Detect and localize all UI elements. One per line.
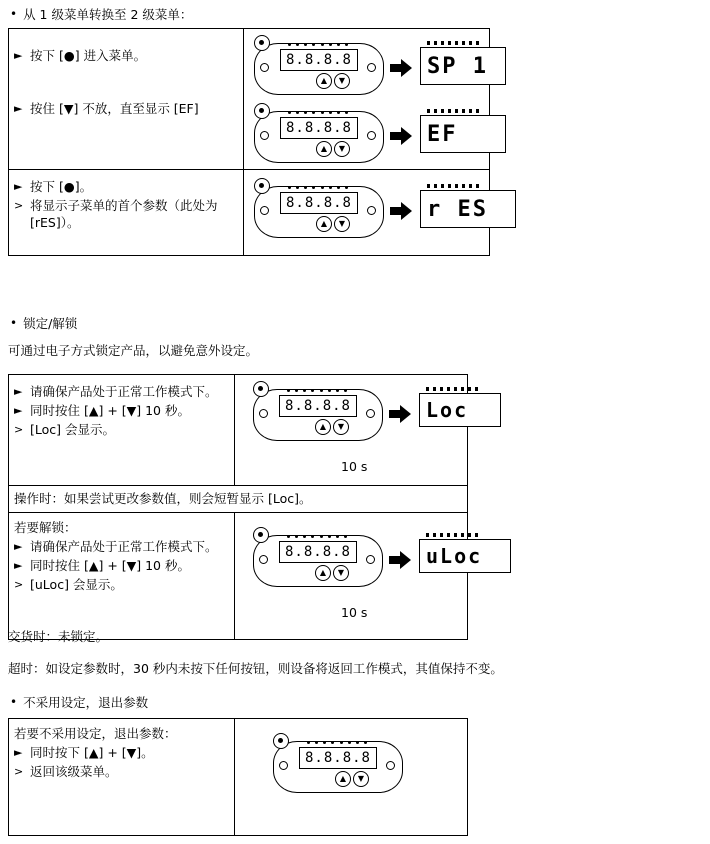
device-up-button[interactable]: ▲ xyxy=(316,216,332,232)
list-marker: > xyxy=(14,765,24,778)
section1-heading-row xyxy=(10,6,570,23)
readout-display xyxy=(420,115,506,153)
section3-heading: 不采用设定，退出参数 xyxy=(23,695,149,710)
list-item xyxy=(14,763,228,780)
lock-unlock-table xyxy=(8,374,483,640)
list-marker: ► xyxy=(14,540,23,553)
table-row xyxy=(9,375,467,486)
readout-value: uLoc xyxy=(426,544,483,568)
section1-heading: 从 1 级菜单转换至 2 级菜单： xyxy=(23,7,193,22)
readout-value: r ES xyxy=(427,196,488,222)
readout-display xyxy=(419,539,511,573)
device-indicator-dots xyxy=(287,389,347,392)
device-illustration xyxy=(253,527,381,593)
device-up-button[interactable]: ▲ xyxy=(316,141,332,157)
device-illustration xyxy=(254,103,382,169)
device-figure-res xyxy=(254,178,488,244)
section2-heading-row xyxy=(10,315,410,332)
hold-duration-label: 10 s xyxy=(341,459,368,474)
device-screw-icon xyxy=(279,761,288,770)
list-text: 同时按下 [▲] + [▼]。 xyxy=(30,745,154,760)
device-down-button[interactable]: ▼ xyxy=(334,73,350,89)
readout-display xyxy=(420,190,516,228)
bullet-icon: • xyxy=(10,695,18,709)
device-enter-button[interactable] xyxy=(273,733,289,749)
row1-instructions xyxy=(9,29,244,169)
device-display-value: 8.8.8.8 xyxy=(284,544,351,560)
list-item xyxy=(14,576,228,593)
exit-parameter-table xyxy=(8,718,468,836)
device-display-value: 8.8.8.8 xyxy=(304,750,371,766)
delivery-note: 交货时：未锁定。 xyxy=(8,629,109,644)
list-item xyxy=(14,197,237,231)
device-display xyxy=(280,49,358,71)
device-down-button[interactable]: ▼ xyxy=(334,216,350,232)
flow-arrow-icon xyxy=(390,127,412,145)
row2-figures xyxy=(244,170,489,255)
device-display xyxy=(279,395,357,417)
list-item xyxy=(14,100,237,117)
device-enter-button[interactable] xyxy=(253,381,269,397)
list-marker: ► xyxy=(14,385,23,398)
device-screw-icon xyxy=(367,63,376,72)
menu-switch-table xyxy=(8,28,490,256)
timeout-note: 超时：如设定参数时，30 秒内未按下任何按钮，则设备将返回工作模式，其值保持不变。 xyxy=(8,661,503,676)
device-down-button[interactable]: ▼ xyxy=(353,771,369,787)
device-enter-button[interactable] xyxy=(254,103,270,119)
device-display xyxy=(280,192,358,214)
device-illustration xyxy=(253,381,381,447)
device-indicator-dots xyxy=(288,111,348,114)
readout-value: Loc xyxy=(426,398,469,422)
device-screw-icon xyxy=(260,131,269,140)
device-display-value: 8.8.8.8 xyxy=(284,398,351,414)
device-up-button[interactable]: ▲ xyxy=(315,419,331,435)
device-screw-icon xyxy=(367,131,376,140)
unlock-title: 若要解锁： xyxy=(14,520,77,535)
readout-display xyxy=(419,393,501,427)
device-screw-icon xyxy=(386,761,395,770)
list-item xyxy=(14,744,228,761)
device-figure-sp1 xyxy=(254,35,488,101)
section2-heading: 锁定/解锁 xyxy=(23,316,78,331)
list-marker: ► xyxy=(14,102,23,115)
device-display-value: 8.8.8.8 xyxy=(285,195,352,211)
device-enter-button[interactable] xyxy=(254,178,270,194)
list-text: 同时按住 [▲] + [▼] 10 秒。 xyxy=(30,403,190,418)
device-indicator-dots xyxy=(288,186,348,189)
device-indicator-dots xyxy=(287,535,347,538)
flow-arrow-icon xyxy=(390,59,412,77)
operation-note: 操作时：如果尝试更改参数值，则会短暂显示 [Loc]。 xyxy=(14,491,312,506)
list-text: 将显示子菜单的首个参数（此处为 [rES]）。 xyxy=(30,198,218,230)
device-indicator-dots xyxy=(288,43,348,46)
device-screw-icon xyxy=(367,206,376,215)
list-marker: ► xyxy=(14,404,23,417)
table-row xyxy=(9,170,489,255)
device-down-button[interactable]: ▼ xyxy=(334,141,350,157)
row1-figures xyxy=(244,29,489,169)
device-figure-loc xyxy=(253,381,469,474)
row2-instructions xyxy=(9,170,244,255)
list-marker: ► xyxy=(14,559,23,572)
device-down-button[interactable]: ▼ xyxy=(333,565,349,581)
device-illustration xyxy=(254,35,382,101)
unlock-instructions xyxy=(9,513,235,639)
table-row xyxy=(9,29,489,170)
device-figure-uloc xyxy=(253,527,483,620)
bullet-icon: • xyxy=(10,316,18,330)
hold-duration-label: 10 s xyxy=(341,605,368,620)
list-text: [uLoc] 会显示。 xyxy=(30,577,123,592)
device-enter-button[interactable] xyxy=(253,527,269,543)
device-indicator-dots xyxy=(307,741,367,744)
list-item xyxy=(14,178,237,195)
list-item xyxy=(14,557,228,574)
list-marker: ► xyxy=(14,49,23,62)
device-illustration xyxy=(273,733,401,799)
device-display-value: 8.8.8.8 xyxy=(285,120,352,136)
list-marker: ► xyxy=(14,746,23,759)
device-figure-exit xyxy=(273,733,401,799)
device-figure-ef xyxy=(254,103,458,169)
bullet-icon: • xyxy=(10,7,18,21)
device-display xyxy=(279,541,357,563)
list-marker: > xyxy=(14,578,24,591)
flow-arrow-icon xyxy=(389,405,411,423)
device-screw-icon xyxy=(260,206,269,215)
list-text: 返回该级菜单。 xyxy=(30,764,118,779)
device-up-button[interactable]: ▲ xyxy=(335,771,351,787)
device-display xyxy=(299,747,377,769)
device-display xyxy=(280,117,358,139)
list-item xyxy=(14,402,228,419)
list-marker: > xyxy=(14,199,24,212)
table-row xyxy=(9,719,467,835)
device-screw-icon xyxy=(259,555,268,564)
device-screw-icon xyxy=(259,409,268,418)
readout-display xyxy=(420,47,506,85)
list-item xyxy=(14,383,228,400)
list-item xyxy=(14,47,237,64)
exit-title: 若要不采用设定，退出参数： xyxy=(14,726,177,741)
list-text: 同时按住 [▲] + [▼] 10 秒。 xyxy=(30,558,190,573)
lock-figure-cell xyxy=(235,375,467,485)
exit-instructions xyxy=(9,719,235,835)
device-up-button[interactable]: ▲ xyxy=(315,565,331,581)
device-up-button[interactable]: ▲ xyxy=(316,73,332,89)
list-text: 按下 [●] 进入菜单。 xyxy=(30,48,147,63)
unlock-figure-cell xyxy=(235,513,483,639)
list-marker: ► xyxy=(14,180,23,193)
device-display-value: 8.8.8.8 xyxy=(285,52,352,68)
table-row xyxy=(9,513,483,639)
lock-instructions xyxy=(9,375,235,485)
list-text: 按住 [▼] 不放，直至显示 [EF] xyxy=(30,101,199,116)
list-item xyxy=(14,421,228,438)
list-item xyxy=(14,538,228,555)
readout-value: EF xyxy=(427,121,458,147)
device-down-button[interactable]: ▼ xyxy=(333,419,349,435)
flow-arrow-icon xyxy=(389,551,411,569)
device-screw-icon xyxy=(366,555,375,564)
list-text: [Loc] 会显示。 xyxy=(30,422,115,437)
device-illustration xyxy=(254,178,382,244)
table-row xyxy=(9,486,467,513)
section2-intro: 可通过电子方式锁定产品，以避免意外设定。 xyxy=(8,343,259,358)
device-enter-button[interactable] xyxy=(254,35,270,51)
readout-value: SP 1 xyxy=(427,53,488,79)
exit-figure-cell xyxy=(235,719,467,835)
device-screw-icon xyxy=(366,409,375,418)
list-text: 按下 [●]。 xyxy=(30,179,93,194)
section3-heading-row xyxy=(10,694,410,711)
list-marker: > xyxy=(14,423,24,436)
device-screw-icon xyxy=(260,63,269,72)
flow-arrow-icon xyxy=(390,202,412,220)
list-text: 请确保产品处于正常工作模式下。 xyxy=(30,384,218,399)
list-text: 请确保产品处于正常工作模式下。 xyxy=(30,539,218,554)
